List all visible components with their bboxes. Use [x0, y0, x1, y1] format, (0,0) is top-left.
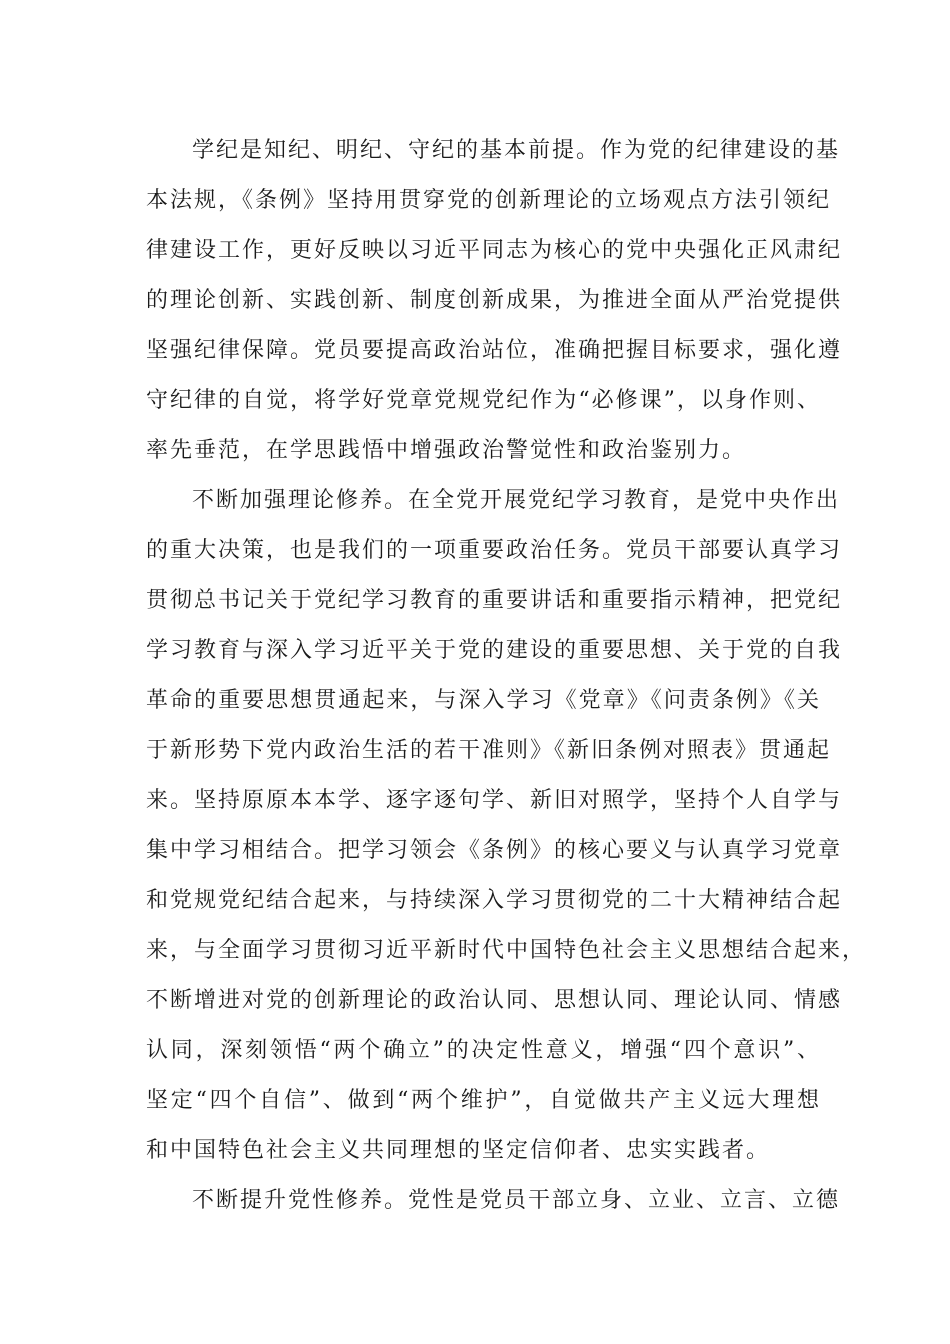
paragraph-3-line-1: 不断提升党性修养。党性是党员干部立身、立业、立言、立德: [192, 1188, 841, 1213]
paragraph-2-line-2: 的重大决策，也是我们的一项重要政治任务。党员干部要认真学习: [146, 538, 843, 563]
paragraph-2-line-10: 来，与全面学习贯彻习近平新时代中国特色社会主义思想结合起来，: [146, 938, 867, 963]
paragraph-2-line-1: 不断加强理论修养。在全党开展党纪学习教育，是党中央作出: [192, 488, 841, 513]
paragraph-2-line-11: 不断增进对党的创新理论的政治认同、思想认同、理论认同、情感: [146, 988, 843, 1013]
paragraph-2-line-7: 来。坚持原原本本学、逐字逐句学、新旧对照学，坚持个人自学与: [146, 788, 843, 813]
paragraph-2-line-5: 革命的重要思想贯通起来，与深入学习《党章》《问责条例》《关: [146, 688, 821, 713]
paragraph-1-line-1: 学纪是知纪、明纪、守纪的基本前提。作为党的纪律建设的基: [192, 138, 841, 163]
paragraph-1-line-6: 守纪律的自觉，将学好党章党规党纪作为“必修课”，以身作则、: [146, 388, 821, 413]
paragraph-2-line-8: 集中学习相结合。把学习领会《条例》的核心要义与认真学习党章: [146, 838, 843, 863]
paragraph-1-line-7: 率先垂范，在学思践悟中增强政治警觉性和政治鉴别力。: [146, 438, 747, 463]
paragraph-1-line-2: 本法规，《条例》坚持用贯穿党的创新理论的立场观点方法引领纪: [146, 188, 832, 213]
paragraph-2-line-13: 坚定“四个自信”、做到“两个维护”，自觉做共产主义远大理想: [146, 1088, 821, 1113]
paragraph-2-line-14: 和中国特色社会主义共同理想的坚定信仰者、忠实实践者。: [146, 1138, 771, 1163]
paragraph-2-line-4: 学习教育与深入学习近平关于党的建设的重要思想、关于党的自我: [146, 638, 843, 663]
paragraph-2-line-6: 于新形势下党内政治生活的若干准则》《新旧条例对照表》贯通起: [146, 738, 832, 763]
paragraph-2-line-9: 和党规党纪结合起来，与持续深入学习贯彻党的二十大精神结合起: [146, 888, 843, 913]
paragraph-2-line-12: 认同，深刻领悟“两个确立”的决定性意义，增强“四个意识”、: [146, 1038, 821, 1063]
paragraph-1-line-3: 律建设工作，更好反映以习近平同志为核心的党中央强化正风肃纪: [146, 238, 843, 263]
paragraph-1-line-5: 坚强纪律保障。党员要提高政治站位，准确把握目标要求，强化遵: [146, 338, 843, 363]
paragraph-2-line-3: 贯彻总书记关于党纪学习教育的重要讲话和重要指示精神，把党纪: [146, 588, 843, 613]
paragraph-1-line-4: 的理论创新、实践创新、制度创新成果，为推进全面从严治党提供: [146, 288, 843, 313]
